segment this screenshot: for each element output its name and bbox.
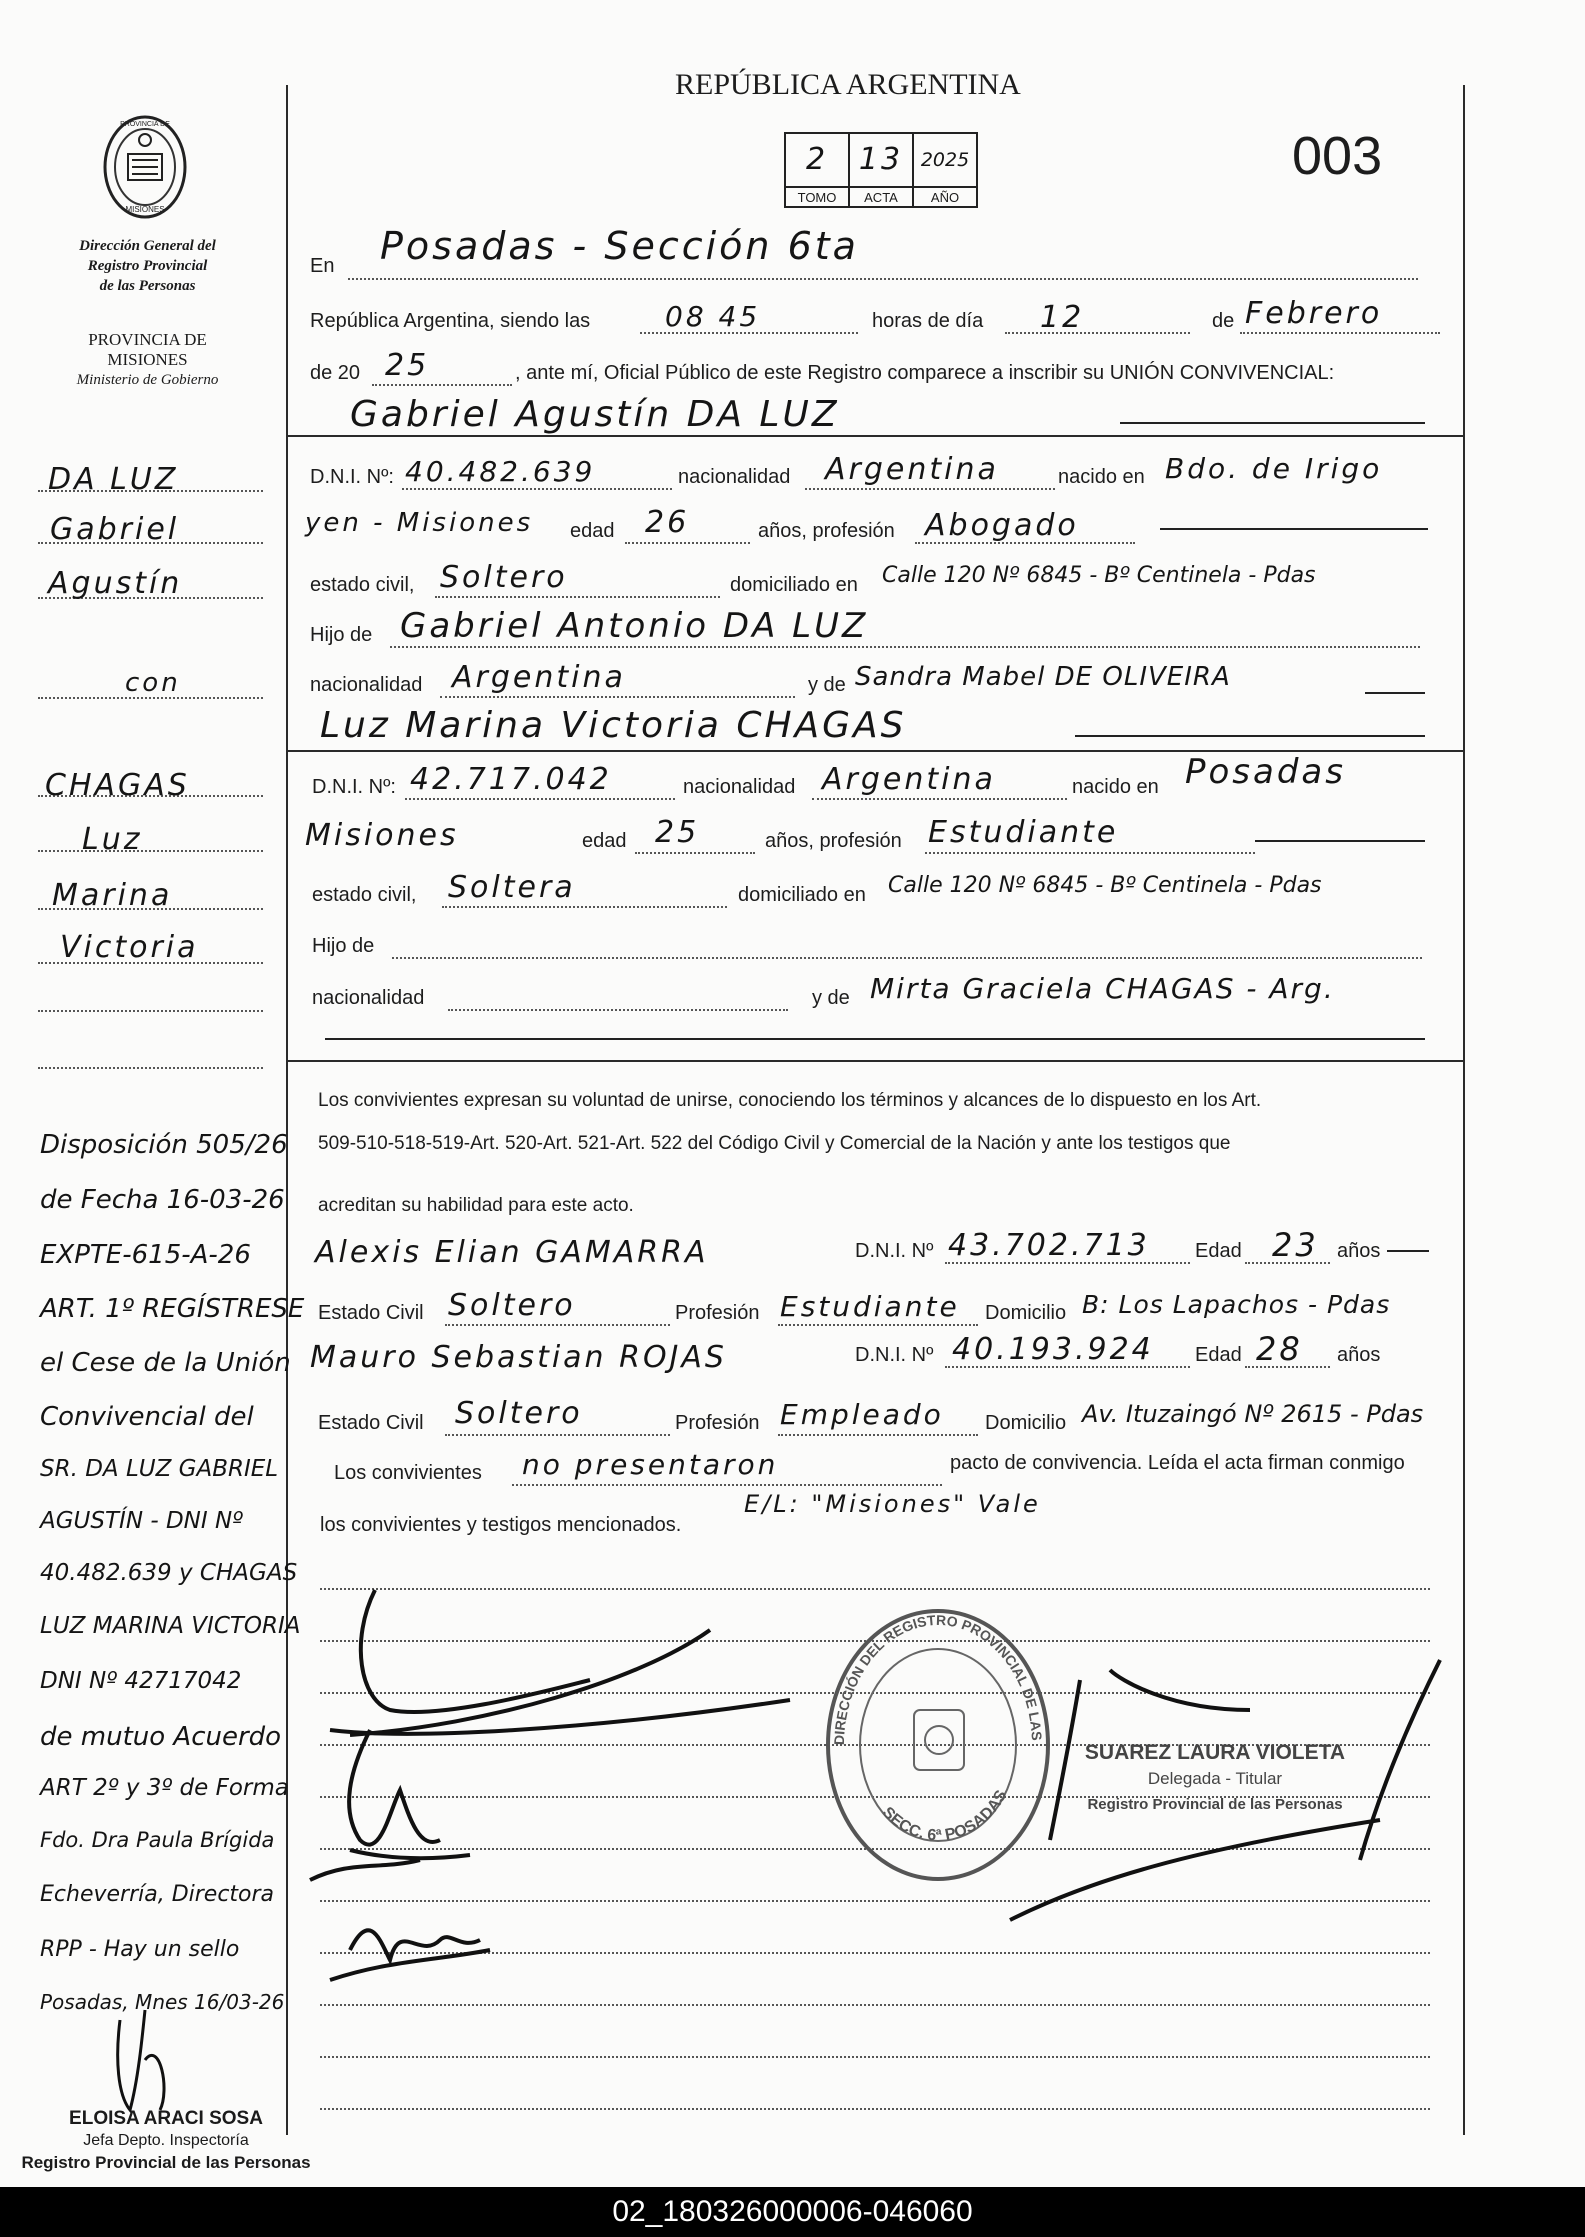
w2-age: 28: [1256, 1330, 1303, 1368]
official-role: Jefa Depto. Inspectoría: [83, 2132, 249, 2149]
tomo-value: 2: [805, 142, 829, 177]
footer-code: 02_180326000006-046060: [0, 2187, 1585, 2237]
p1-edad-label: edad: [570, 520, 615, 542]
clause-line-3: acreditan su habilidad para este acto.: [318, 1195, 634, 1216]
year-prefix: de 20: [310, 362, 361, 384]
left-name-8: Victoria: [60, 930, 199, 965]
month-value: Febrero: [1245, 296, 1383, 331]
w1-dni-label: D.N.I. Nº: [855, 1240, 934, 1262]
margin-note-6: Convivencial del: [40, 1402, 254, 1432]
p1-nationality: Argentina: [825, 452, 999, 487]
p2-anos-label: años, profesión: [765, 830, 902, 852]
p2-dni-label: D.N.I. Nº:: [312, 776, 396, 798]
official-stamp: [6, 2108, 326, 2174]
margin-note-10: LUZ MARINA VICTORIA: [40, 1613, 301, 1639]
p1-age: 26: [645, 505, 690, 540]
record-acta-cell: [850, 134, 914, 208]
p1-civil-label: estado civil,: [310, 574, 415, 596]
divider-clauses: [288, 1060, 1463, 1062]
agency-block: [40, 236, 255, 296]
margin-note-2: de Fecha 16-03-26: [40, 1185, 285, 1215]
horas-label: horas de día: [872, 310, 984, 332]
province-line-1: PROVINCIA DE: [88, 330, 207, 349]
signature-2: [310, 1730, 470, 1880]
margin-note-5: el Cese de la Unión: [40, 1348, 291, 1378]
margin-note-12: de mutuo Acuerdo: [40, 1722, 282, 1752]
w2-dni-label: D.N.I. Nº: [855, 1344, 934, 1366]
margin-note-14: Fdo. Dra Paula Brígida: [40, 1828, 275, 1852]
margin-note-8: AGUSTÍN - DNI Nº: [40, 1508, 244, 1534]
day-value: 12: [1040, 300, 1085, 335]
p2-edad-label: edad: [582, 830, 627, 852]
w1-dom-label: Domicilio: [985, 1302, 1067, 1324]
w2-dni: 40.193.924: [952, 1332, 1154, 1367]
p2-civil-label: estado civil,: [312, 884, 417, 906]
left-name-1: DA LUZ: [48, 462, 179, 497]
republic-title: REPÚBLICA ARGENTINA: [675, 68, 1021, 101]
pact-label: Los convivientes: [334, 1462, 482, 1484]
pact-value: no presentaron: [522, 1448, 779, 1481]
p2-hijo-label: Hijo de: [312, 935, 375, 957]
w1-civil-label: Estado Civil: [318, 1302, 424, 1324]
year-suffix: 25: [385, 348, 430, 383]
right-border-line: [1463, 85, 1465, 2135]
place-value: Posadas - Sección 6ta: [380, 224, 859, 268]
rep-label: República Argentina, siendo las: [310, 310, 591, 332]
w2-address: Av. Ituzaingó Nº 2615 - Pdas: [1082, 1400, 1424, 1428]
province-block: [40, 330, 255, 390]
w2-civil: Soltero: [455, 1396, 583, 1431]
w2-name: Mauro Sebastian ROJAS: [310, 1340, 727, 1375]
p1-father: Gabriel Antonio DA LUZ: [400, 606, 869, 646]
margin-note-16: RPP - Hay un sello: [40, 1937, 240, 1962]
closing-line: los convivientes y testigos mencionados.: [320, 1514, 682, 1536]
left-name-7: Marina: [52, 878, 173, 913]
w2-dom-label: Domicilio: [985, 1412, 1067, 1434]
province-seal-icon: [100, 112, 190, 222]
w1-anos: años: [1337, 1240, 1381, 1262]
p1-address: Calle 120 Nº 6845 - Bº Centinela - Pdas: [882, 563, 1316, 588]
p2-nationality: Argentina: [822, 762, 996, 797]
seal-bottom-text: MISIONES: [125, 205, 165, 214]
margin-signature: [90, 2000, 210, 2120]
agency-line-2: Registro Provincial: [87, 258, 208, 274]
w1-age: 23: [1272, 1226, 1319, 1264]
record-anio-cell: [914, 134, 976, 208]
p1-yde-label: y de: [808, 674, 846, 696]
margin-note-15: Echeverría, Directora: [40, 1882, 275, 1907]
p1-profession: Abogado: [925, 508, 1079, 543]
de-label: de: [1212, 310, 1235, 332]
w2-prof-label: Profesión: [675, 1412, 760, 1434]
p2-dni: 42.717.042: [410, 762, 612, 797]
record-box: [784, 132, 978, 208]
p1-anos-label: años, profesión: [758, 520, 895, 542]
w2-civil-label: Estado Civil: [318, 1412, 424, 1434]
record-tomo-cell: [786, 134, 850, 208]
clause-line-1: Los convivientes expresan su voluntad de unirse, conociendo los términos y alcances de lo dispuesto en los Art.: [318, 1090, 1262, 1111]
p1-born-1: Bdo. de Irigo: [1165, 452, 1383, 485]
p2-nac2-label: nacionalidad: [312, 987, 425, 1009]
p2-address: Calle 120 Nº 6845 - Bº Centinela - Pdas: [888, 873, 1322, 898]
agency-line-1: Dirección General del: [79, 238, 216, 254]
divider-p1: [288, 435, 1463, 437]
w1-dni: 43.702.713: [948, 1228, 1150, 1263]
left-border-line: [286, 85, 288, 2135]
left-name-5: CHAGAS: [45, 768, 190, 803]
registry-stamp-icon: [822, 1605, 1054, 1885]
p2-born-label: nacido en: [1072, 776, 1159, 798]
agency-line-3: de las Personas: [99, 278, 196, 294]
w1-edad-label: Edad: [1195, 1240, 1242, 1262]
w1-profession: Estudiante: [780, 1290, 960, 1323]
left-name-2: Gabriel: [50, 512, 180, 547]
acta-label: ACTA: [850, 186, 912, 208]
p1-nac-label: nacionalidad: [678, 466, 791, 488]
p2-nac-label: nacionalidad: [683, 776, 796, 798]
w2-profession: Empleado: [780, 1398, 944, 1431]
registry-stamp: [822, 1605, 1054, 1885]
officer-role: Delegada - Titular: [1147, 1769, 1283, 1788]
w2-edad-label: Edad: [1195, 1344, 1242, 1366]
margin-note-4: ART. 1º REGÍSTRESE: [40, 1294, 305, 1324]
margin-note-9: 40.482.639 y CHAGAS: [40, 1560, 298, 1586]
margin-note-17: Posadas, Mnes 16/03-26: [40, 1990, 285, 2014]
left-name-4: con: [125, 668, 181, 698]
w1-civil: Soltero: [448, 1288, 576, 1323]
left-name-3: Agustín: [48, 566, 183, 601]
p1-nac2-label: nacionalidad: [310, 674, 423, 696]
page-number: 003: [1292, 126, 1383, 186]
margin-note-11: DNI Nº 42717042: [40, 1668, 242, 1694]
margin-note-3: EXPTE-615-A-26: [40, 1240, 251, 1270]
w1-prof-label: Profesión: [675, 1302, 760, 1324]
w1-address: B: Los Lapachos - Pdas: [1082, 1290, 1391, 1319]
p1-dni-label: D.N.I. Nº:: [310, 466, 394, 488]
clause-line-2: 509-510-518-519-Art. 520-Art. 521-Art. 522 del Código Civil y Comercial de la Nación y ante los testigos que: [318, 1133, 1231, 1154]
p1-mother: Sandra Mabel DE OLIVEIRA: [855, 662, 1231, 692]
seal-top-text: PROVINCIA DE: [120, 121, 170, 128]
officer-stamp: [1035, 1740, 1395, 1818]
stamp-top-text: DIRECCIÓN DEL REGISTRO PROVINCIAL DE LAS: [830, 1611, 1045, 1746]
province-seal: [100, 112, 190, 222]
official-org: Registro Provincial de las Personas: [21, 2153, 311, 2172]
p1-dom-label: domiciliado en: [730, 574, 858, 596]
p1-born-label: nacido en: [1058, 466, 1145, 488]
p2-full-name: Luz Marina Victoria CHAGAS: [320, 705, 907, 746]
official-name: ELOISA ARACI SOSA: [69, 2108, 263, 2129]
p2-profession: Estudiante: [928, 815, 1119, 850]
ministry-line: Ministerio de Gobierno: [76, 372, 219, 388]
p2-yde-label: y de: [812, 987, 850, 1009]
pact-rest: pacto de convivencia. Leída el acta firman conmigo: [950, 1452, 1405, 1474]
p2-mother: Mirta Graciela CHAGAS - Arg.: [870, 972, 1335, 1005]
w1-name: Alexis Elian GAMARRA: [315, 1235, 709, 1270]
margin-note-7: SR. DA LUZ GABRIEL: [40, 1456, 279, 1482]
stamp-bottom-text: SECC. 6ª POSADAS: [878, 1787, 1011, 1845]
p2-dom-label: domiciliado en: [738, 884, 866, 906]
p1-father-nat: Argentina: [452, 660, 626, 695]
p2-born-2: Misiones: [305, 818, 459, 853]
p1-dni: 40.482.639: [405, 455, 596, 488]
acta-value: 13: [858, 142, 904, 177]
anio-value: 2025: [920, 149, 970, 171]
province-line-2: MISIONES: [107, 350, 188, 369]
closing-note: E/L: "Misiones" Vale: [744, 1490, 1041, 1518]
w2-anos: años: [1337, 1344, 1381, 1366]
margin-note-1: Disposición 505/26: [40, 1130, 288, 1160]
p1-hijo-label: Hijo de: [310, 624, 373, 646]
p1-civil: Soltero: [440, 560, 568, 595]
tomo-label: TOMO: [786, 186, 848, 208]
p1-full-name: Gabriel Agustín DA LUZ: [350, 394, 840, 435]
officer-name: SUAREZ LAURA VIOLETA: [1084, 1741, 1346, 1764]
signature-3: [330, 1930, 490, 1980]
intro-rest: , ante mí, Oficial Público de este Registro comparece a inscribir su UNIÓN CONVIVENCIAL:: [515, 362, 1335, 384]
left-name-6: Luz: [82, 822, 143, 857]
p2-civil: Soltera: [448, 870, 576, 905]
anio-label: AÑO: [914, 186, 976, 208]
en-label: En: [310, 255, 335, 277]
signature-1: [330, 1590, 790, 1735]
margin-note-13: ART 2º y 3º de Forma: [40, 1775, 289, 1801]
p1-born-2: yen - Misiones: [305, 508, 534, 538]
time-value: 08 45: [665, 300, 761, 333]
officer-org: Registro Provincial de las Personas: [1087, 1796, 1343, 1813]
p2-age: 25: [655, 815, 700, 850]
p2-born-1: Posadas: [1185, 752, 1346, 792]
